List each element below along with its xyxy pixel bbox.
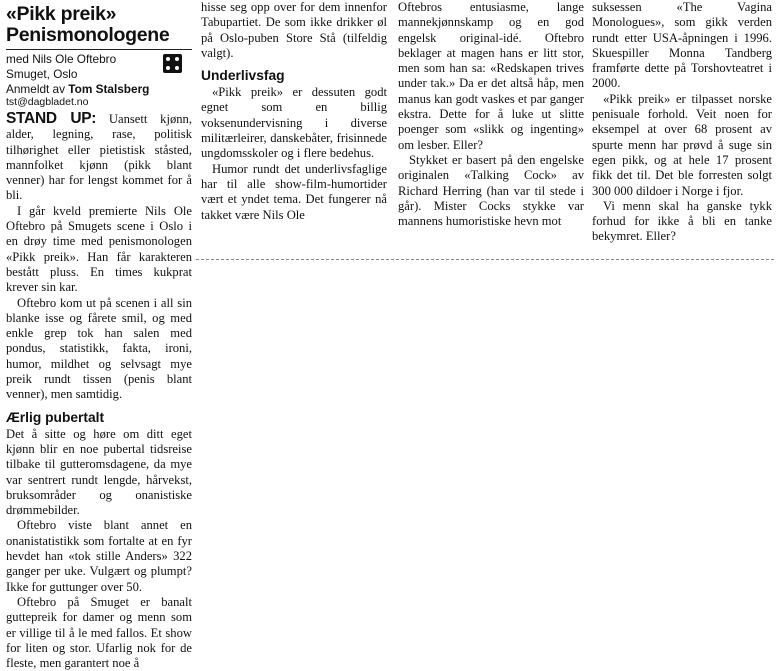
paragraph: Oftebro kom ut på scenen i all sin blanke isse og fårete smil, og med enkle grep tok han salen med pondus, statistikk, fakta, ironi, humor, mildhet og selvsagt mye preik rundt tissen (penis blant venner), men samtidig. [6,295,192,402]
production-text [6,52,116,81]
column-1 [6,0,192,671]
paragraph: Oftebro viste blant annet en onanistatistikk som fortalte at en fyr hevdet han «tok stille Anders» 322 ganger per uke. Vulgært og plumpt? Ikke for guttunger over 50. [6,518,192,594]
reviewer-name: Tom Stalsberg [68,82,150,96]
paragraph: Stykket er basert på den engelske originalen «Talking Cock» av Richard Herring (han var til stede i går). Mister Cocks stykke var mannens humoristiske hevn mot [398,152,584,229]
reviewer-line [6,82,192,96]
paragraph: Oftebro på Smuget er banalt guttepreik for damer og menn som er villige til å le med fallos. Et show for liten og stor. Ufarlig nok for de fleste, men garantert noe å [6,594,192,671]
paragraph: Humor rundt det underlivsfaglige har til alle show-film-humortider vært et yndet tema. Det fungerer nå takket være Nils Ole [201,161,387,222]
paragraph: «Pikk preik» er dessuten godt egnet som en billig voksenundervisning i diverse militærleirer, danskebåter, frisinnede ungdomsskoler og i flere bedehus. [201,85,387,161]
reviewer-prefix: Anmeldt av [6,82,66,96]
paragraph: Det å sitte og høre om ditt eget kjønn blir en noe pubertal tidsreise tilbake til gutteromsdagene, da mye var sentrert rundt lengde, hårvekst, bruksområder og onanistiske drømmebilder. [6,426,192,518]
paragraph: STAND UP: Uansett kjønn, alder, legning, rase, politisk tilhørighet eller pietistisk ståsted, mannfolket kjønn (pikk blant venner) har for lengst kommet for å bli. [6,110,192,203]
dice-four-icon [163,54,182,73]
paragraph: Vi menn skal ha ganske tykk forhud for ikke å bli en tanke bekymret. Eller? [592,198,772,244]
headline: «Pikk preik» Penismonologene [6,3,170,46]
subheading: Ærlig pubertalt [6,409,105,425]
divider [6,49,192,50]
column-2 [201,0,387,223]
paragraph: suksessen «The Vagina Monologues», som gikk verden rundt etter USA-åpningen i 1996. Skuespiller Monna Tandberg framførte dette på Torshovteatret i 2000. [592,0,772,91]
paragraph: Oftebros entusiasme, lange mannekjønnskamp og en god engelsk original-idé. Oftebro beklager at magen hans er litt stor, men som han sa: «Redskapen trives under tak.» Da er det altså håp, men manus kan godt vaskes et par ganger ekstra. Dette for å luke ut slitte poenger som «slikk og ingenting» om lesber. Eller? [398,0,584,152]
subheading: Underlivsfag [201,68,285,84]
column-4 [592,0,772,245]
paragraph: I går kveld premierte Nils Ole Oftebro på Smugets scene i Oslo i en drøy time med penismonologen «Pikk preik». Han får karakteren bestått pluss. En times kukprat krever sin kar. [6,203,192,295]
paragraph: hisse seg opp over for dem innenfor Tabupartiet. De som ikke drikker øl på Oslo-puben Store Stå (tilfeldig valgt). [201,0,387,60]
production-info [6,52,192,81]
performer-line: med Nils Ole Oftebro [6,52,117,66]
reviewer-email: tst@dagbladet.no [6,96,89,108]
column-3 [398,0,584,229]
venue-line: Smuget, Oslo [6,66,78,81]
column-end-rule [196,259,774,260]
paragraph: «Pikk preik» er tilpasset norske penisuale forhold. Veit noen for eksempel at over 68 prosent av spurte menn har prøvd å suge sin egen pikk, og at hele 17 prosent fikk det til. Det ble forresten solgt 300 000 dildoer i Norge i fjor. [592,91,772,198]
lead-in: STAND UP: [6,110,97,127]
